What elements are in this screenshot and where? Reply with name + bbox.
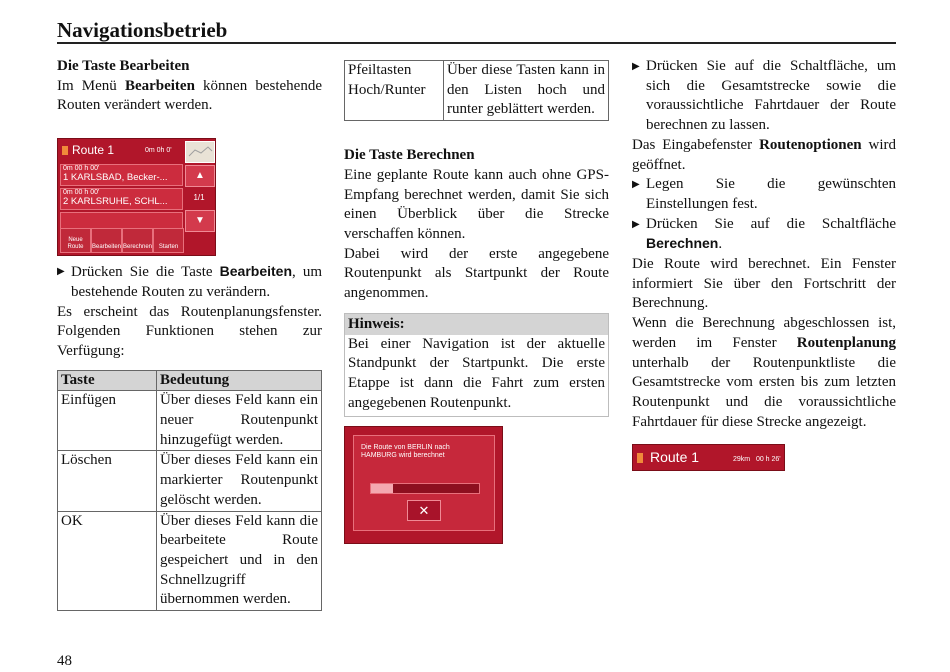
softkey-bearbeiten[interactable] bbox=[91, 228, 122, 253]
softkey-starten[interactable] bbox=[153, 228, 184, 253]
calculation-progress-fill bbox=[371, 484, 393, 493]
column-3 bbox=[632, 57, 896, 471]
table-cell-key: Löschen bbox=[58, 451, 157, 511]
softkey-berechnen[interactable] bbox=[122, 228, 153, 253]
table-header-taste: Taste bbox=[58, 370, 157, 391]
page-number: 48 bbox=[57, 653, 72, 669]
p3-bold: Routenplanung bbox=[796, 334, 896, 351]
route-point-2-meta: 0m 00 h 00' bbox=[63, 189, 100, 197]
instruction-einstellungen: ▶ Legen Sie die gewünschten Einstellungen fest. bbox=[632, 175, 896, 214]
arrow-up-icon[interactable]: ▲ bbox=[185, 165, 215, 187]
route-flag-icon bbox=[637, 453, 643, 463]
intro-pre: Im Menü bbox=[57, 77, 125, 94]
softkey-bearbeiten-label: Bearbeiten bbox=[92, 244, 122, 251]
table-cell-meaning: Über dieses Feld kann ein markierter Routenpunkt gelöscht werden. bbox=[157, 451, 322, 511]
softkey-berechnen-label: Berechnen bbox=[123, 244, 153, 251]
section-heading-berechnen: Die Taste Berechnen bbox=[344, 147, 475, 164]
p3-post: unterhalb der Routenpunktliste die Gesamtstrecke vom ersten bis zum letzten Routenpunkt und die voraussichtliche Fahrtdauer für diese Strecke angezeigt. bbox=[632, 354, 896, 430]
route-title: Route 1 bbox=[72, 143, 115, 158]
berechnen-paragraph-2: Dabei wird der erste angegebene Routenpunkt als Startpunkt der Route angenommen. bbox=[344, 245, 609, 302]
calculation-progress-track bbox=[370, 483, 480, 494]
result-paragraph bbox=[632, 314, 896, 432]
list-page-indicator: 1/1 bbox=[193, 193, 205, 203]
arrow-keys-table bbox=[344, 60, 609, 121]
p3-pre: Wenn die Berechnung abgeschlossen ist, werden im Fenster bbox=[632, 315, 896, 351]
intro-bold: Bearbeiten bbox=[124, 77, 195, 94]
intro-paragraph bbox=[57, 77, 322, 116]
route-point-2-label: 2 KARLSRUHE, SCHL... bbox=[63, 196, 168, 208]
calculation-dialog bbox=[353, 435, 495, 531]
berechnen-paragraph-1: Eine geplante Route kann auch ohne GPS-Empfang berechnet werden, damit Sie sich einen Überblick über die Strecke verschaffen können. bbox=[344, 166, 609, 242]
calculation-paragraph: Die Route wird berechnet. Ein Fenster informiert Sie über den Fortschritt der Berechnung. bbox=[632, 256, 896, 312]
route-summary-title: Route 1 bbox=[650, 449, 700, 466]
route-point-1-meta: 0m 00 h 00' bbox=[63, 165, 100, 173]
p1-bold: Routenoptionen bbox=[759, 136, 862, 153]
table-cell-meaning: Über dieses Feld kann die bearbeitete Route gespeichert und in den Schnellzugriff übernommen werden. bbox=[157, 511, 322, 611]
route-summary-bar bbox=[632, 444, 785, 471]
p1-post: wird geöffnet. bbox=[632, 136, 896, 173]
map-thumbnail-icon bbox=[185, 141, 215, 163]
routenoptionen-paragraph bbox=[632, 136, 896, 175]
table-cell-meaning: Über dieses Feld kann ein neuer Routenpunkt hinzugefügt werden. bbox=[157, 391, 322, 451]
column-1 bbox=[57, 57, 322, 611]
table-cell-key: Pfeiltasten Hoch/Runter bbox=[345, 61, 444, 121]
b3-post: . bbox=[718, 236, 723, 253]
route-flag-icon bbox=[62, 146, 68, 155]
instruction-pre: Drücken Sie die Taste bbox=[71, 264, 220, 281]
table-cell-key: OK bbox=[58, 511, 157, 611]
title-rule bbox=[57, 42, 896, 44]
route-point-1-label: 1 KARLSBAD, Becker-... bbox=[63, 172, 168, 184]
functions-paragraph: Es erscheint das Routenplanungsfenster. Folgenden Funktionen stehen zur Verfügung: bbox=[57, 303, 322, 359]
section-heading-bearbeiten: Die Taste Bearbeiten bbox=[57, 58, 190, 74]
calculation-message: Die Route von BERLIN nach HAMBURG wird berechnet bbox=[361, 443, 450, 459]
route-time: 0m 0h 0' bbox=[145, 147, 172, 155]
function-table bbox=[57, 370, 322, 611]
instruction-berechnen bbox=[632, 215, 896, 255]
route-point-row-2[interactable] bbox=[60, 188, 183, 210]
b3-bold: Berechnen bbox=[646, 235, 719, 252]
column-2 bbox=[344, 60, 609, 544]
instruction-bold: Bearbeiten bbox=[219, 263, 292, 280]
note-text: Bei einer Navigation ist der aktuelle Standpunkt der Startpunkt. Die erste Etappe ist dann die Fahrt zum ersten angegebenen Routenpunkt. bbox=[348, 335, 605, 411]
softkey-starten-label: Starten bbox=[158, 244, 179, 251]
table-row bbox=[345, 61, 609, 121]
b3-pre: Drücken Sie auf die Schaltfläche bbox=[646, 215, 896, 232]
route-point-row-1[interactable] bbox=[60, 164, 183, 186]
arrow-down-icon[interactable]: ▼ bbox=[185, 210, 215, 232]
calculation-screen bbox=[344, 426, 503, 544]
softkey-neue-route[interactable] bbox=[60, 228, 91, 253]
instruction-bearbeiten bbox=[57, 262, 322, 302]
table-row bbox=[58, 511, 322, 611]
table-row bbox=[58, 391, 322, 451]
route-summary-info: 29km 00 h 26' bbox=[733, 456, 781, 464]
table-cell-meaning: Über diese Tasten kann in den Listen hoch und runter geblättert werden. bbox=[444, 61, 609, 121]
note-box bbox=[344, 313, 609, 417]
page-title: Navigationsbetrieb bbox=[57, 18, 228, 42]
table-row bbox=[58, 451, 322, 511]
instruction-post: , um bestehende Routen zu verändern. bbox=[71, 264, 322, 300]
table-cell-key: Einfügen bbox=[58, 391, 157, 451]
instruction-gesamtstrecke: ▶ Drücken Sie auf die Schaltfläche, um sich die Gesamtstrecke sowie die voraussichtliche Fahrtdauer der Route berechnen zu lassen. bbox=[632, 57, 896, 136]
table-header-bedeutung: Bedeutung bbox=[157, 370, 322, 391]
route-edit-screen bbox=[57, 138, 216, 256]
close-icon[interactable]: ✕ bbox=[407, 500, 441, 521]
intro-post: können bestehende Routen verändert werden. bbox=[57, 77, 322, 114]
note-heading: Hinweis: bbox=[345, 314, 608, 335]
table-header-row bbox=[58, 370, 322, 391]
softkey-neue-route-label: Neue Route bbox=[67, 237, 84, 251]
p1-pre: Das Eingabefenster bbox=[632, 136, 760, 153]
